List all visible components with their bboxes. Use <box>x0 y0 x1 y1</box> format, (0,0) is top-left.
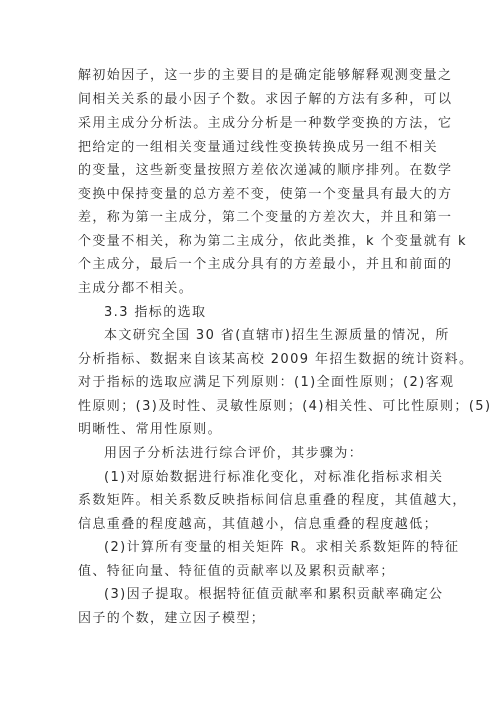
list-item: (1)对原始数据进行标准化变化，对标准化指标求相关 <box>104 470 444 485</box>
paragraph-line: 主成分都不相关。 <box>78 281 194 296</box>
paragraph-line: 差，称为第一主成分，第二个变量的方差次大，并且和第一 <box>78 210 453 225</box>
paragraph-line: 对于指标的选取应满足下列原则：(1)全面性原则；(2)客观 <box>78 375 455 390</box>
paragraph-line: 变换中保持变量的总方差不变，使第一个变量具有最大的方 <box>78 187 453 202</box>
paragraph-line: 个主成分，最后一个主成分具有的方差最小，并且和前面的 <box>78 257 453 272</box>
paragraph-line: 用因子分析法进行综合评价，其步骤为： <box>104 446 364 461</box>
paragraph-line: 系数矩阵。相关系数反映指标间信息重叠的程度，其值越大， <box>78 493 467 508</box>
paragraph-line: 值、特征向量、特征值的贡献率以及累积贡献率； <box>78 564 395 579</box>
paragraph-line: 间相关关系的最小因子个数。求因子解的方法有多种，可以 <box>78 92 453 107</box>
section-heading: 3.3 指标的选取 <box>104 305 207 320</box>
list-item: (3)因子提取。根据特征值贡献率和累积贡献率确定公 <box>104 587 444 602</box>
paragraph-line: 性原则；(3)及时性、灵敏性原则；(4)相关性、可比性原则；(5) <box>78 399 492 414</box>
paragraph-line: 信息重叠的程度越高，其值越小，信息重叠的程度越低； <box>78 517 439 532</box>
list-item: (2)计算所有变量的相关矩阵 R。求相关系数矩阵的特征 <box>104 540 460 555</box>
paragraph-line: 因子的个数，建立因子模型； <box>78 611 266 626</box>
paragraph-line: 分析指标、数据来自该某高校 2009 年招生数据的统计资料。 <box>78 352 474 367</box>
paragraph-line: 的变量，这些新变量按照方差依次递减的顺序排列。在数学 <box>78 163 453 178</box>
paragraph-line: 明晰性、常用性原则。 <box>78 422 223 437</box>
paragraph-line: 个变量不相关，称为第二主成分，依此类推，k 个变量就有 k <box>78 234 467 249</box>
paragraph-line: 把给定的一组相关变量通过线性变换转换成另一组不相关 <box>78 140 439 155</box>
paragraph-line: 解初始因子，这一步的主要目的是确定能够解释观测变量之 <box>78 68 453 83</box>
paragraph-line: 采用主成分分析法。主成分分析是一种数学变换的方法，它 <box>78 116 453 131</box>
paragraph-line: 本文研究全国 30 省(直辖市)招生生源质量的情况，所 <box>104 328 450 343</box>
